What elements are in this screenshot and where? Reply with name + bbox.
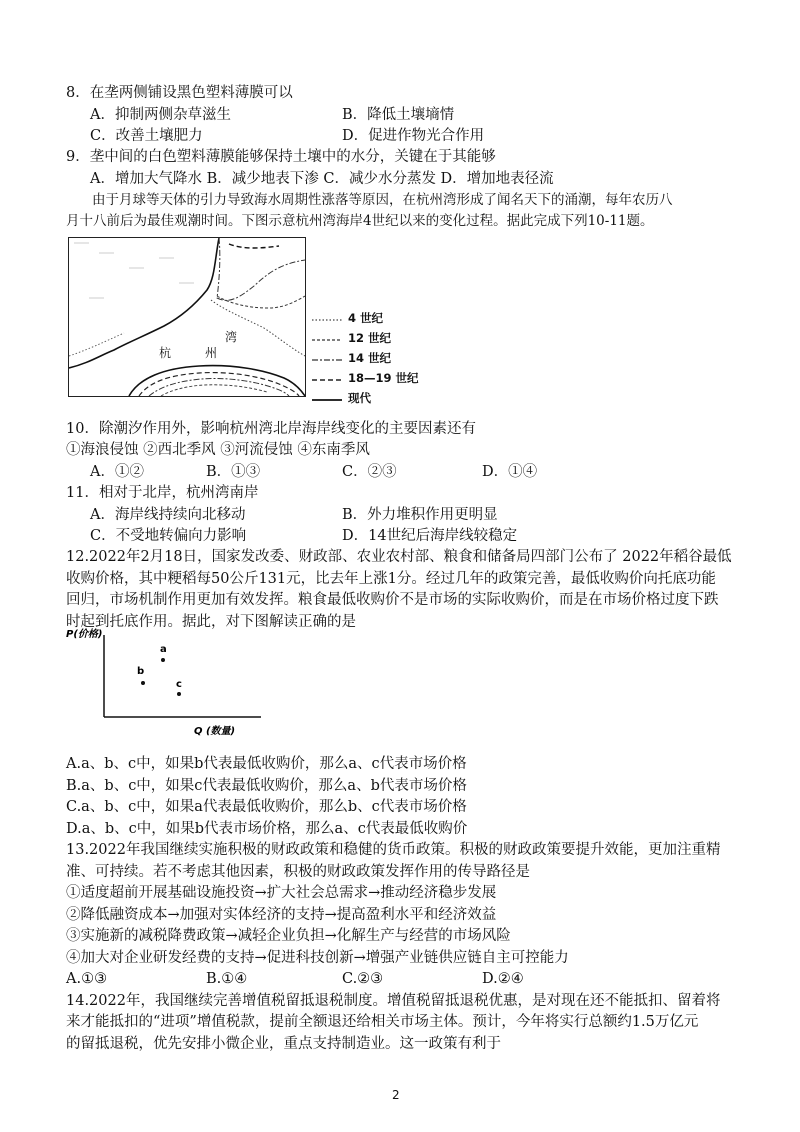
q8-option-a: A．抑制两侧杂草滋生 xyxy=(90,107,231,123)
map-label-zhou: 州 xyxy=(205,346,218,360)
q11-option-b: B．外力堆积作用更明显 xyxy=(342,507,498,523)
q8-stem: 8．在垄两侧铺设黑色塑料薄膜可以 xyxy=(66,85,293,101)
map-label-bay: 湾 xyxy=(225,330,238,344)
q10-option-c: C．②③ xyxy=(342,464,397,480)
point-b-label: b xyxy=(137,666,145,677)
map-label-hang: 杭 xyxy=(159,346,172,360)
q13-line-2: 准、可持续。若不考虑其他因素，积极的财政政策发挥作用的传导路径是 xyxy=(66,864,530,880)
q10-option-a: A．①② xyxy=(90,464,144,480)
map-legend xyxy=(312,308,432,408)
q13-item-1: ①适度超前开展基础设施投资→扩大社会总需求→推动经济稳步发展 xyxy=(66,885,497,901)
q11-option-c: C．不受地转偏向力影响 xyxy=(90,528,247,544)
south-coast-14c xyxy=(149,378,289,396)
q12-option-b: B.a、b、c中，如果c代表最低收购价，那么a、b代表市场价格 xyxy=(66,778,467,794)
q14-line-1: 14.2022年，我国继续完善增值税留抵退税制度。增值税留抵退税优惠，是对现在还不能抵扣、留着将 xyxy=(66,993,721,1009)
legend-modern xyxy=(312,390,432,408)
point-a-label: a xyxy=(160,644,167,655)
q13-line-1: 13.2022年我国继续实施积极的财政政策和稳健的货币政策。积极的财政政策要提升效能，更加注重精 xyxy=(66,842,721,858)
q14-line-3: 的留抵退税，优先安排小微企业，重点支持制造业。这一政策有利于 xyxy=(66,1036,501,1052)
q8-option-b: B．降低土壤墒情 xyxy=(342,107,455,123)
south-coast-modern xyxy=(129,366,305,396)
q9-options: A．增加大气降水 B．减少地表下渗 C．减少水分蒸发 D．增加地表径流 xyxy=(90,171,554,187)
q12-option-d: D.a、b、c中，如果b代表市场价格，那么a、c代表最低收购价 xyxy=(66,821,468,837)
q11-option-d: D．14世纪后海岸线较稳定 xyxy=(342,528,518,544)
q13-item-3: ③实施新的减税降费政策→减轻企业负担→化解生产与经营的市场风险 xyxy=(66,928,511,944)
legend-18-19c xyxy=(312,370,432,388)
legend-12c xyxy=(312,330,432,348)
legend-label-14c: 14 世纪 xyxy=(348,351,392,365)
price-quantity-graph xyxy=(66,627,266,747)
q13-option-b: B.①④ xyxy=(206,971,248,987)
q12-option-c: C.a、b、c中，如果a代表最低收购价，那么b、c代表市场价格 xyxy=(66,799,467,815)
q12-line-3: 回归，市场机制作用更加有效发挥。粮食最低收购价不是市场的实际收购价，而是在市场价格过度下跌 xyxy=(66,592,719,608)
hangzhou-bay-map xyxy=(68,237,306,397)
south-coast-12c xyxy=(161,385,267,396)
q11-stem: 11．相对于北岸，杭州湾南岸 xyxy=(66,485,259,501)
q10-option-b: B．①③ xyxy=(206,464,261,480)
south-coast-18-19c xyxy=(139,373,299,396)
q13-option-a: A.①③ xyxy=(66,971,108,987)
coastline-svg xyxy=(69,238,305,396)
north-coast-18-19c xyxy=(229,244,279,248)
y-axis-label: P(价格) xyxy=(66,629,103,640)
q13-item-4: ④加大对企业研发经费的支持→促进科技创新→增强产业链供应链自主可控能力 xyxy=(66,950,569,966)
point-c-label: c xyxy=(176,679,182,690)
graph-svg xyxy=(66,627,266,747)
west-coast-4c xyxy=(69,333,124,356)
north-coast-modern xyxy=(69,238,219,368)
legend-14c xyxy=(312,350,432,368)
page-number: 2 xyxy=(392,1088,400,1102)
point-b xyxy=(141,681,145,685)
legend-label-12c: 12 世纪 xyxy=(348,331,392,345)
q10-option-d: D．①④ xyxy=(482,464,538,480)
land-hatch xyxy=(74,243,194,298)
q10-items: ①海浪侵蚀 ②西北季风 ③河流侵蚀 ④东南季风 xyxy=(66,442,370,458)
q14-line-2: 来才能抵扣的“进项”增值税款，提前全额退还给相关市场主体。预计，今年将实行总额约1.5万亿元 xyxy=(66,1014,699,1030)
q12-line-1: 12.2022年2月18日，国家发改委、财政部、农业农村部、粮食和储备局四部门公布了 2022年稻谷最低 xyxy=(66,549,732,565)
q8-option-d: D．促进作物光合作用 xyxy=(342,128,485,144)
q13-item-2: ②降低融资成本→加强对实体经济的支持→提高盈利水平和经济效益 xyxy=(66,907,497,923)
legend-label-18-19c: 18—19 世纪 xyxy=(348,371,419,385)
q12-option-a: A.a、b、c中，如果b代表最低收购价，那么a、c代表市场价格 xyxy=(66,756,467,772)
north-coast-12c xyxy=(217,296,305,308)
q10-stem: 10．除潮汐作用外，影响杭州湾北岸海岸线变化的主要因素还有 xyxy=(66,421,476,437)
legend-4c xyxy=(312,310,432,328)
q8-option-c: C．改善土壤肥力 xyxy=(90,128,203,144)
q13-option-c: C.②③ xyxy=(342,971,384,987)
q11-option-a: A．海岸线持续向北移动 xyxy=(90,507,246,523)
intro-line-2: 月十八前后为最佳观潮时间。下图示意杭州湾海岸4世纪以来的变化过程。据此完成下列10-11题。 xyxy=(66,213,654,229)
intro-line-1: 由于月球等天体的引力导致海水周期性涨落等原因，在杭州湾形成了闻名天下的涌潮，每年农历八 xyxy=(92,192,673,208)
q9-stem: 9．垄中间的白色塑料薄膜能够保持土壤中的水分，关键在于其能够 xyxy=(66,149,496,165)
q12-line-2: 收购价格，其中粳稻每50公斤131元，比去年上涨1分。经过几年的政策完善，最低收购价向托底功能 xyxy=(66,571,716,587)
x-axis-label: Q (数量) xyxy=(194,726,236,737)
legend-label-modern: 现代 xyxy=(348,391,371,405)
q13-option-d: D.②④ xyxy=(482,971,524,987)
legend-label-4c: 4 世纪 xyxy=(348,311,384,325)
point-c xyxy=(177,692,181,696)
point-a xyxy=(161,658,165,662)
q12-line-4: 时起到托底作用。据此，对下图解读正确的是 xyxy=(66,614,356,630)
